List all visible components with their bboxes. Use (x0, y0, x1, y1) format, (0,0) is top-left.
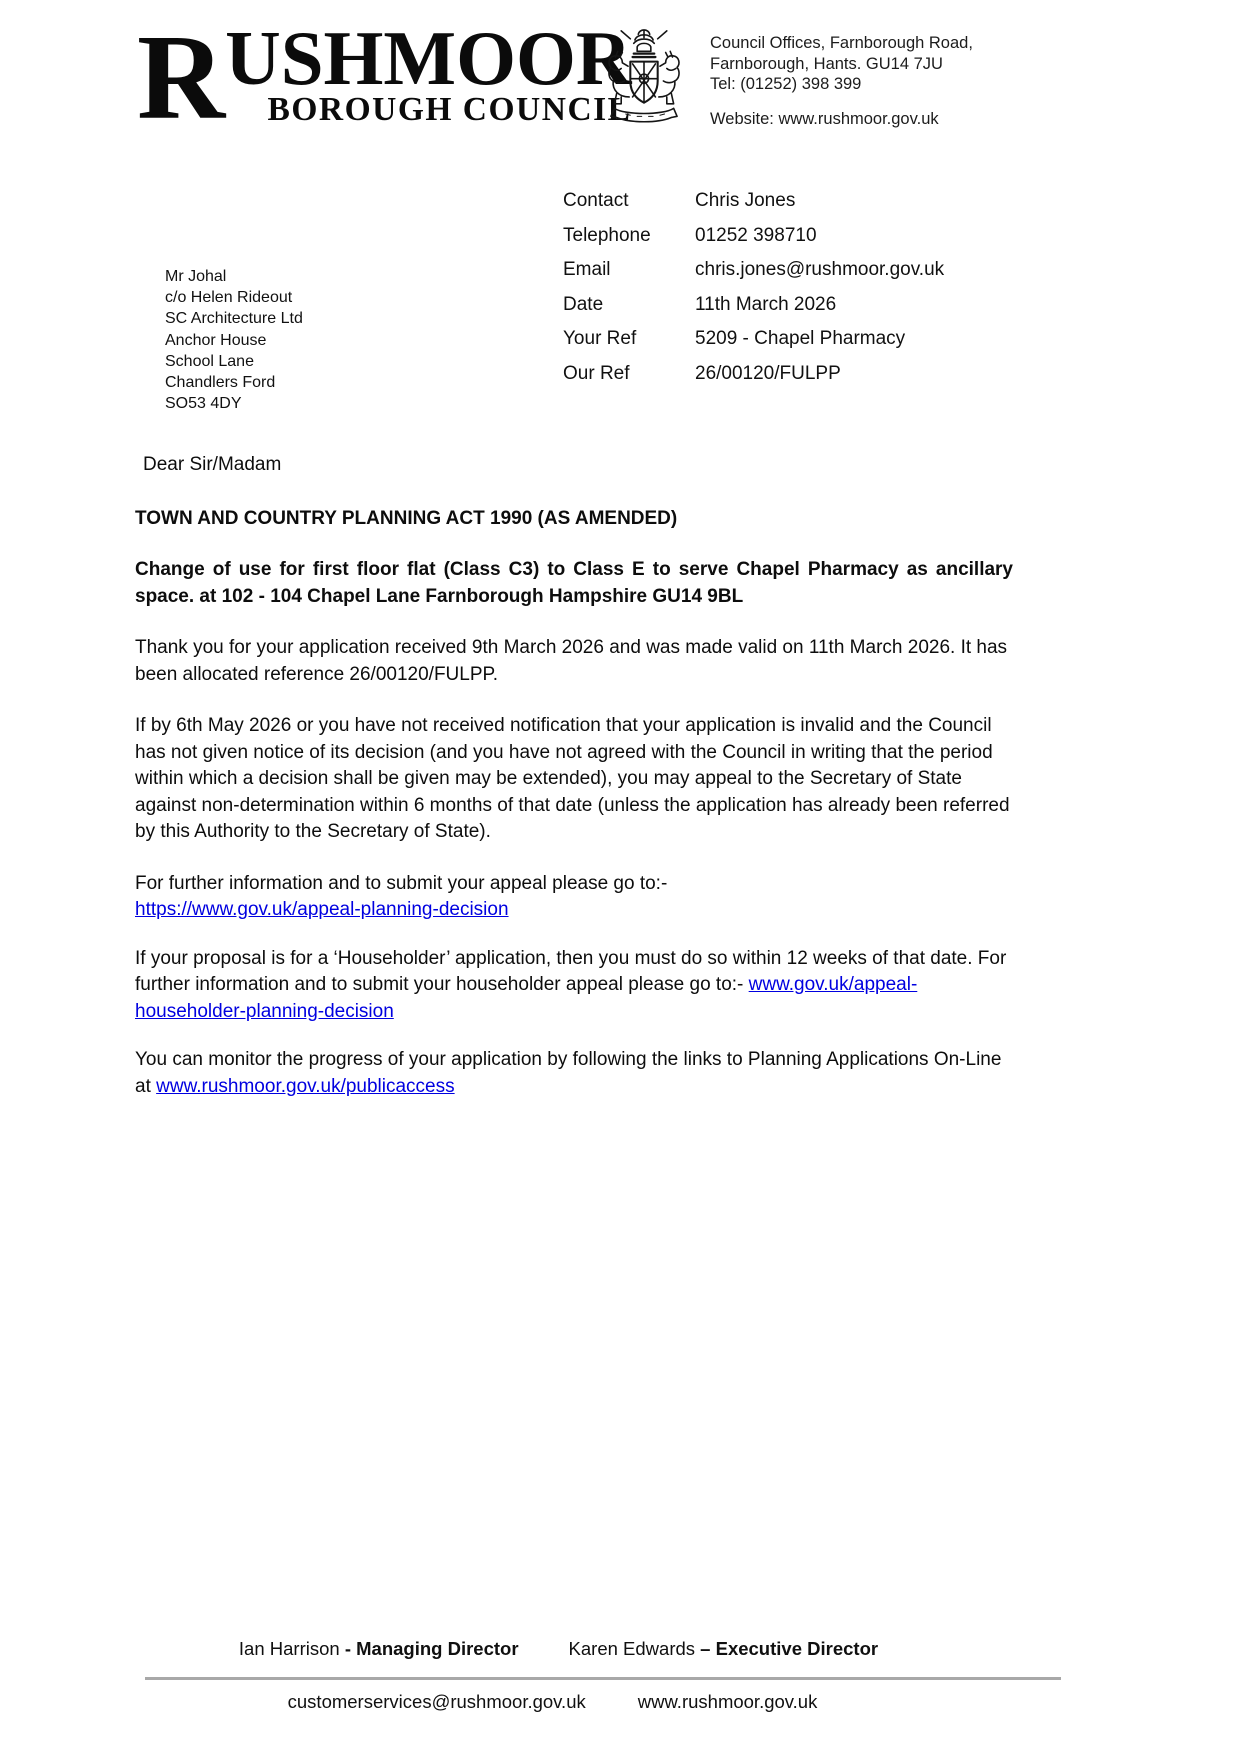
further-info-text: For further information and to submit your appeal please go to:- (135, 872, 668, 894)
details-value: Chris Jones (695, 190, 796, 211)
details-label: Email (563, 259, 611, 280)
council-address-line: Council Offices, Farnborough Road, (710, 34, 973, 52)
public-access-link[interactable]: www.rushmoor.gov.uk/publicaccess (156, 1075, 455, 1097)
details-value: chris.jones@rushmoor.gov.uk (695, 259, 945, 280)
details-value: 26/00120/FULPP (695, 362, 841, 384)
coat-of-arms-icon (586, 24, 702, 138)
director-title: – Executive Director (700, 1638, 879, 1659)
council-website: Website: www.rushmoor.gov.uk (710, 110, 939, 128)
recipient-line: c/o Helen Rideout (165, 289, 293, 307)
proposal-heading: Change of use for first floor flat (Class C3) to Class E to serve Chapel Pharmacy as ancillary space. at 102 - 104 Chapel Lane Farnborough Hampshire GU14 9BL (135, 559, 1013, 607)
act-heading: TOWN AND COUNTRY PLANNING ACT 1990 (AS AMENDED) (135, 507, 678, 529)
recipient-address (165, 266, 303, 414)
monitor-text: You can monitor the progress of your application by following the links to Planning Applications On-Line at (135, 1049, 1002, 1097)
council-address-line: Farnborough, Hants. GU14 7JU (710, 54, 943, 73)
director-name: Karen Edwards (568, 1638, 701, 1659)
recipient-line: SC Architecture Ltd (165, 310, 303, 328)
logo-initial: R (137, 10, 224, 145)
details-row (563, 190, 944, 212)
details-row (563, 294, 944, 316)
director-entry (239, 1638, 519, 1660)
details-row (563, 259, 944, 281)
details-value: 5209 - Chapel Pharmacy (695, 328, 906, 349)
contact-details (563, 190, 944, 397)
council-address-line: Tel: (01252) 398 399 (710, 75, 862, 93)
footer-directors (0, 1638, 1179, 1660)
footer-email: customerservices@rushmoor.gov.uk (287, 1691, 586, 1712)
salutation: Dear Sir/Madam (143, 454, 282, 475)
recipient-line: Anchor House (165, 331, 267, 349)
paragraph-application-received: Thank you for your application received 9th March 2026 and was made valid on 11th March 2026. It has been allocated reference 26/00120/FULPP. (135, 637, 1008, 685)
details-value: 01252 398710 (695, 224, 817, 246)
details-row (563, 328, 944, 350)
details-label: Your Ref (563, 328, 637, 349)
details-value: 11th March 2026 (695, 293, 837, 315)
appeal-householder-link[interactable]: www.gov.uk/appeal-householder-planning-decision (135, 974, 918, 1022)
paragraph-householder (135, 946, 1013, 1026)
council-address (710, 33, 973, 95)
appeal-planning-decision-link[interactable]: https://www.gov.uk/appeal-planning-decision (135, 899, 509, 920)
letter-body (135, 452, 1013, 1125)
details-label: Our Ref (563, 362, 630, 384)
paragraph-further-info (135, 871, 1013, 924)
householder-text: If your proposal is for a ‘Householder’ application, then you must do so within 12 weeks of that date. For further information and to submit your householder appeal please go to:- (135, 947, 1007, 995)
council-logo (137, 10, 632, 145)
recipient-line: School Lane (165, 352, 254, 370)
director-name: Ian Harrison (238, 1638, 345, 1659)
details-label: Telephone (563, 224, 651, 246)
recipient-line: Chandlers Ford (165, 374, 276, 392)
recipient-line: SO53 4DY (165, 395, 242, 413)
paragraph-monitor (135, 1047, 1013, 1100)
director-title: - Managing Director (344, 1638, 519, 1659)
logo-subtitle: BOROUGH COUNCIL (267, 90, 632, 128)
footer-website: www.rushmoor.gov.uk (637, 1691, 818, 1712)
footer-divider (145, 1677, 1061, 1680)
footer-contacts (0, 1691, 1173, 1713)
details-row (563, 363, 944, 385)
director-entry (569, 1638, 879, 1660)
details-label: Contact (563, 190, 629, 211)
paragraph-appeal-rights: If by 6th May 2026 or you have not received notification that your application is invalid and the Council has not given notice of its decision (and you have not agreed with the Council in writing that the period within which a decision shall be given may be extended), you may appeal to the Secretary of State against non-determination within 6 months of that date (unless the application has already been referred by this Authority to the Secretary of State). (135, 715, 1010, 842)
logo-wordmark: USHMOOR (225, 15, 632, 101)
details-label: Date (563, 293, 604, 315)
recipient-line: Mr Johal (165, 268, 227, 285)
details-row (563, 225, 944, 247)
